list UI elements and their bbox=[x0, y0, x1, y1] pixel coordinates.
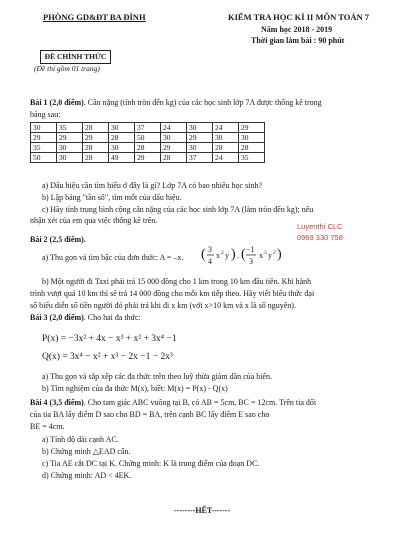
bai4-question-c: c) Tia AE cắt DC tại K. Chứng minh: K là trung điểm của đoạn DC. bbox=[42, 459, 260, 468]
bai1-intro-text: . Cân nặng (tính tròn đến kg) của các học sinh lớp 7A được thống kê trong bbox=[83, 98, 322, 107]
bai3-question-b: b) Tìm nghiệm của đa thức M(x), biết: M(x) = P(x) - Q(x) bbox=[42, 384, 228, 393]
bai4-intro-text: . Cho tam giác ABC vuông tại B, có AB = 5cm, BC = 12cm. Trên tia đối bbox=[83, 398, 317, 407]
pages-note: (Đề thi gồm 01 trang) bbox=[34, 64, 100, 73]
table-cell: 30 bbox=[213, 133, 239, 143]
watermark-name: Luyenthi CLC bbox=[297, 222, 343, 231]
bai2-question-a bbox=[42, 252, 183, 263]
bai4-intro-line1 bbox=[30, 397, 316, 408]
bai2-question-b-line2: trình vượt quá 10 km thì sẽ trả 14 000 đồng cho mỗi km tiếp theo. Hãy viết biểu thức đại bbox=[30, 289, 315, 298]
bai3-intro bbox=[30, 312, 141, 323]
table-cell: 29 bbox=[239, 123, 265, 133]
table-cell: 28 bbox=[161, 153, 187, 163]
department-name: PHÒNG GD&ĐT BA ĐÌNH bbox=[43, 12, 146, 22]
monomial-formula bbox=[201, 243, 313, 271]
table-cell: 30 bbox=[57, 143, 83, 153]
bai1-question-b: b) Lập bảng "tần số", tìm mốt của dấu hiệu. bbox=[42, 193, 182, 202]
svg-text:): ) bbox=[277, 247, 282, 262]
bai3-question-a: a) Thu gọn và sắp xếp các đa thức trên theo luỹ thừa giảm dần của biến. bbox=[42, 372, 272, 381]
svg-text:x: x bbox=[216, 251, 220, 260]
table-cell: 35 bbox=[31, 143, 57, 153]
table-cell: 50 bbox=[135, 133, 161, 143]
svg-text:y: y bbox=[225, 251, 229, 260]
table-cell: 50 bbox=[31, 153, 57, 163]
table-row bbox=[31, 143, 265, 153]
bai1-intro bbox=[30, 97, 322, 108]
table-cell: 24 bbox=[213, 153, 239, 163]
time-limit: Thời gian làm bài : 90 phút bbox=[251, 36, 345, 45]
polynomial-p: P(x) = −3x² + 4x − x³ + x² + 3x⁴ −1 bbox=[42, 334, 177, 344]
bai3-label: Bài 3 (2,0 điểm) bbox=[30, 313, 84, 322]
bai4-question-d: d) Chứng minh: AD < 4EK. bbox=[42, 471, 132, 480]
table-cell: 28 bbox=[83, 153, 109, 163]
svg-text:(: ( bbox=[201, 247, 206, 262]
bai2-question-a-text: a) Thu gọn và tìm bậc của đơn thức: A = –x. bbox=[42, 253, 184, 262]
table-cell: 30 bbox=[109, 123, 135, 133]
table-cell: 29 bbox=[187, 133, 213, 143]
end-marker: --------HẾT------- bbox=[174, 506, 231, 515]
bai1-question-c-line1: c) Hãy tính trung bình cộng cân nặng của các học sinh lớp 7A (làm tròn đến kg); nêu bbox=[42, 205, 314, 214]
svg-text:): ) bbox=[231, 247, 236, 262]
svg-text:.: . bbox=[237, 251, 239, 260]
table-cell: 28 bbox=[83, 143, 109, 153]
bai4-intro-line2: của tia BA lấy điểm D sao cho BD = BA, trên cạnh BC lấy điểm E sao cho bbox=[30, 410, 270, 419]
table-cell: 29 bbox=[161, 143, 187, 153]
table-row bbox=[31, 133, 265, 143]
svg-text:−1: −1 bbox=[246, 245, 255, 254]
table-cell: 28 bbox=[83, 123, 109, 133]
bai1-intro-line2: bảng sau: bbox=[30, 110, 61, 119]
school-year: Năm học 2018 - 2019 bbox=[261, 25, 333, 34]
bai2-question-b-line3: số biểu diễn số tiền người đó phải trả khi đi x km (với x>10 km và x là số nguyên). bbox=[30, 301, 296, 310]
bai4-question-a: a) Tính độ dài cạnh AC. bbox=[42, 435, 119, 444]
svg-text:2: 2 bbox=[221, 250, 224, 256]
table-cell: 37 bbox=[187, 153, 213, 163]
svg-text:3: 3 bbox=[208, 245, 212, 254]
bai1-question-a: a) Dấu hiệu cần tìm hiểu ở đây là gì? Lớp 7A có bao nhiêu học sinh? bbox=[42, 181, 262, 190]
table-cell: 24 bbox=[161, 123, 187, 133]
exam-title: KIỂM TRA HỌC KÌ II MÔN TOÁN 7 bbox=[228, 12, 369, 22]
bai2-question-b-line1: b) Một người đi Taxi phải trả 15 000 đồng cho 1 km trong 10 km đầu tiên. Khi hành bbox=[42, 277, 312, 286]
table-cell: 30 bbox=[161, 133, 187, 143]
table-row bbox=[31, 123, 265, 133]
polynomial-q: Q(x) = 3x⁴ − x² + x³ − 2x −1 − 2x³ bbox=[42, 352, 173, 362]
svg-text:2: 2 bbox=[273, 250, 276, 256]
table-cell: 28 bbox=[213, 143, 239, 153]
table-cell: 30 bbox=[187, 123, 213, 133]
svg-text:4: 4 bbox=[208, 257, 212, 266]
table-cell: 37 bbox=[135, 123, 161, 133]
watermark-phone: 0969 330 758 bbox=[297, 233, 343, 242]
table-cell: 28 bbox=[109, 133, 135, 143]
table-cell: 30 bbox=[57, 153, 83, 163]
table-cell: 49 bbox=[109, 153, 135, 163]
bai1-question-c-line2: nhận xét của em qua việc thống kê trên. bbox=[30, 216, 158, 225]
table-cell: 28 bbox=[239, 143, 265, 153]
table-cell: 29 bbox=[31, 133, 57, 143]
table-cell: 35 bbox=[57, 123, 83, 133]
svg-text:x: x bbox=[259, 251, 263, 260]
bai3-intro-text: . Cho hai đa thức: bbox=[83, 313, 141, 322]
table-cell: 30 bbox=[187, 143, 213, 153]
table-cell: 35 bbox=[239, 153, 265, 163]
bai1-label: Bài 1 (2,0 điểm) bbox=[30, 98, 84, 107]
table-cell: 30 bbox=[31, 123, 57, 133]
svg-text:3: 3 bbox=[264, 250, 267, 256]
bai4-label: Bài 4 (3,5 điểm) bbox=[30, 398, 84, 407]
svg-text:y: y bbox=[268, 251, 272, 260]
official-exam-box: ĐỀ CHÍNH THỨC bbox=[40, 50, 111, 64]
table-cell: 28 bbox=[135, 143, 161, 153]
table-cell: 30 bbox=[239, 133, 265, 143]
weight-table bbox=[30, 122, 265, 163]
table-cell: 29 bbox=[57, 133, 83, 143]
svg-text:(: ( bbox=[241, 247, 246, 262]
table-cell: 29 bbox=[83, 133, 109, 143]
table-cell: 30 bbox=[109, 143, 135, 153]
bai2-label: Bài 2 (2,5 điểm). bbox=[30, 235, 86, 244]
bai4-intro-line3: BE = 4cm. bbox=[30, 422, 65, 431]
table-row bbox=[31, 153, 265, 163]
table-cell: 29 bbox=[135, 153, 161, 163]
svg-text:3: 3 bbox=[249, 257, 253, 266]
bai4-question-b: b) Chứng minh △EAD cân. bbox=[42, 447, 131, 456]
table-cell: 24 bbox=[213, 123, 239, 133]
bai2-label-text: Bài 2 (2,5 điểm) bbox=[30, 235, 84, 244]
